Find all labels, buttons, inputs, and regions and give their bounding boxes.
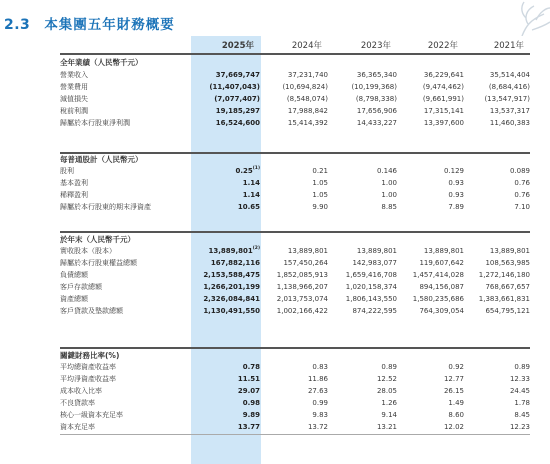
table-row <box>60 398 530 408</box>
cell-value-text: 1.05 <box>312 179 328 187</box>
table-row <box>60 118 530 128</box>
cell-value-text: 13,397,600 <box>423 119 464 127</box>
cell-value-text: (9,661,991) <box>422 95 464 103</box>
cell-value-2024 <box>248 118 328 128</box>
cell-value-text: 12.23 <box>509 423 530 431</box>
cell-value-text: (8,548,074) <box>286 95 328 103</box>
cell-value-text: 1,130,491,550 <box>203 307 260 315</box>
table-row <box>60 422 530 432</box>
cell-value-text: 13,889,801 <box>287 247 328 255</box>
cell-value-2024 <box>248 410 328 420</box>
cell-value-text: 894,156,087 <box>419 283 464 291</box>
cell-value-text: 1,806,143,550 <box>345 295 397 303</box>
cell-value-2021 <box>450 166 530 176</box>
cell-value-2021 <box>450 306 530 316</box>
cell-value-text: 1,272,146,180 <box>478 271 530 279</box>
row-label: 核心一級資本充足率 <box>60 411 123 419</box>
cell-value-2024 <box>248 374 328 384</box>
cell-value-2021 <box>450 118 530 128</box>
cell-value-text: 1,457,414,028 <box>412 271 464 279</box>
cell-value-2021 <box>450 374 530 384</box>
section-divider <box>60 152 530 154</box>
cell-value-text: 119,607,642 <box>419 259 464 267</box>
cell-value-text: 1,138,966,207 <box>276 283 328 291</box>
row-label: 股利 <box>60 167 74 175</box>
cell-value-text: 17,988,842 <box>287 107 328 115</box>
cell-value-text: 19,185,297 <box>215 107 260 115</box>
cell-value-text: 27.63 <box>307 387 328 395</box>
section-divider <box>60 231 530 233</box>
section-title-row <box>60 351 530 361</box>
section-title: 全年業績（人民幣千元） <box>60 58 143 67</box>
section-number: 2.3 <box>4 17 31 33</box>
cell-value-text: 0.89 <box>514 363 530 371</box>
cell-value-2024 <box>248 246 328 256</box>
row-label: 稀釋盈利 <box>60 191 88 199</box>
cell-value-text: 0.78 <box>242 363 260 371</box>
cell-value-2021 <box>450 202 530 212</box>
cell-value-text: 13.21 <box>376 423 397 431</box>
cell-value-text: 0.25 <box>235 167 253 175</box>
cell-value-text: 0.146 <box>376 167 397 175</box>
cell-value-text: 1,852,085,913 <box>276 271 328 279</box>
row-label: 減值損失 <box>60 95 88 103</box>
cell-value-text: 29.07 <box>237 387 260 395</box>
section-title: 本集團五年財務概要 <box>44 17 175 33</box>
cell-value-text: 13,889,801 <box>208 247 253 255</box>
cell-value-2021 <box>450 258 530 268</box>
row-label: 歸屬於本行股東權益總額 <box>60 259 137 267</box>
decorative-flower-icon <box>514 0 550 36</box>
row-label: 歸屬於本行股東淨利潤 <box>60 119 130 127</box>
cell-value-2024 <box>248 178 328 188</box>
cell-value-text: 2,013,753,074 <box>276 295 328 303</box>
table-row <box>60 82 530 92</box>
row-label: 資本充足率 <box>60 423 95 431</box>
cell-value-text: 15,414,392 <box>287 119 328 127</box>
row-label: 基本盈利 <box>60 179 88 187</box>
footnote-marker: (2) <box>252 246 260 251</box>
cell-value-text: 1,383,661,831 <box>478 295 530 303</box>
cell-value-2024 <box>248 386 328 396</box>
table-bottom-rule <box>60 434 530 435</box>
cell-value-2021 <box>450 178 530 188</box>
section-title: 於年末（人民幣千元） <box>60 235 135 244</box>
cell-value-text: 1,266,201,199 <box>203 283 260 291</box>
cell-value-2024 <box>248 422 328 432</box>
cell-value-text: 2,153,588,475 <box>203 271 260 279</box>
cell-value-2021 <box>450 94 530 104</box>
cell-value-text: 13.77 <box>237 423 260 431</box>
cell-value-2021 <box>450 190 530 200</box>
cell-value-text: (10,694,824) <box>282 83 328 91</box>
cell-value-text: (10,199,368) <box>351 83 397 91</box>
cell-value-2021 <box>450 82 530 92</box>
cell-value-text: 9.90 <box>312 203 328 211</box>
cell-value-2021 <box>450 294 530 304</box>
cell-value-text: 12.77 <box>443 375 464 383</box>
cell-value-text: 9.83 <box>312 411 328 419</box>
cell-value-text: 36,365,340 <box>356 71 397 79</box>
cell-value-text: 14,433,227 <box>356 119 397 127</box>
cell-value-text: 11.86 <box>307 375 328 383</box>
table-row <box>60 190 530 200</box>
cell-value-text: 36,229,641 <box>423 71 464 79</box>
cell-value-text: 8.85 <box>381 203 397 211</box>
cell-value-text: 0.76 <box>514 179 530 187</box>
row-label: 平均總資產收益率 <box>60 363 116 371</box>
cell-value-text: 1.00 <box>381 179 397 187</box>
section-title-row <box>60 58 530 68</box>
section-heading <box>4 13 175 33</box>
cell-value-text: 0.89 <box>381 363 397 371</box>
cell-value-2021 <box>450 422 530 432</box>
table-row <box>60 94 530 104</box>
table-row <box>60 294 530 304</box>
row-label: 不良貸款率 <box>60 399 95 407</box>
cell-value-text: 9.14 <box>381 411 397 419</box>
cell-value-2021 <box>450 246 530 256</box>
cell-value-text: 0.93 <box>448 191 464 199</box>
year-header-2021: 2021年 <box>493 41 524 51</box>
cell-value-2024 <box>248 106 328 116</box>
cell-value-text: 12.52 <box>376 375 397 383</box>
row-label: 實收股本（股本） <box>60 247 116 255</box>
cell-value-2024 <box>248 82 328 92</box>
cell-value-text: 0.98 <box>242 399 260 407</box>
cell-value-text: 7.89 <box>448 203 464 211</box>
cell-value-text: 768,667,657 <box>485 283 530 291</box>
cell-value-2024 <box>248 282 328 292</box>
section-title-row <box>60 155 530 165</box>
year-header-2025: 2025年 <box>221 41 254 51</box>
cell-value-text: 10.65 <box>237 203 260 211</box>
cell-value-2024 <box>248 94 328 104</box>
cell-value-2021 <box>450 70 530 80</box>
section-title: 關鍵財務比率(%) <box>60 351 120 360</box>
table-row <box>60 386 530 396</box>
cell-value-2021 <box>450 282 530 292</box>
cell-value-text: 0.93 <box>448 179 464 187</box>
cell-value-text: 13,537,317 <box>489 107 530 115</box>
cell-value-text: 17,656,906 <box>356 107 397 115</box>
cell-value-text: 7.10 <box>514 203 530 211</box>
table-row <box>60 270 530 280</box>
cell-value-text: 9.89 <box>242 411 260 419</box>
row-label: 營業費用 <box>60 83 88 91</box>
cell-value-text: 0.76 <box>514 191 530 199</box>
row-label: 營業收入 <box>60 71 88 79</box>
cell-value-text: 35,514,404 <box>489 71 530 79</box>
row-label: 負債總額 <box>60 271 88 279</box>
cell-value-text: 13,889,801 <box>489 247 530 255</box>
row-label: 客戶貸款及墊款總額 <box>60 307 123 315</box>
cell-value-2024 <box>248 362 328 372</box>
table-row <box>60 282 530 292</box>
cell-value-text: 1,580,235,686 <box>412 295 464 303</box>
table-row <box>60 306 530 316</box>
cell-value-2024 <box>248 294 328 304</box>
footnote-marker: (1) <box>252 166 260 171</box>
section-divider <box>60 53 530 55</box>
cell-value-text: 37,669,747 <box>215 71 260 79</box>
cell-value-text: 2,326,084,841 <box>203 295 260 303</box>
cell-value-text: 0.99 <box>312 399 328 407</box>
year-header-2023: 2023年 <box>360 41 391 51</box>
table-row <box>60 410 530 420</box>
cell-value-2021 <box>450 398 530 408</box>
cell-value-text: (8,798,338) <box>355 95 397 103</box>
cell-value-text: 0.21 <box>312 167 328 175</box>
cell-value-text: 17,315,141 <box>423 107 464 115</box>
cell-value-text: 13,889,801 <box>356 247 397 255</box>
cell-value-text: 1.00 <box>381 191 397 199</box>
cell-value-text: 12.02 <box>443 423 464 431</box>
cell-value-text: 11,460,383 <box>489 119 530 127</box>
cell-value-text: 167,882,116 <box>210 259 260 267</box>
cell-value-text: 13,889,801 <box>423 247 464 255</box>
cell-value-text: 28.05 <box>376 387 397 395</box>
cell-value-2024 <box>248 258 328 268</box>
cell-value-text: 8.45 <box>514 411 530 419</box>
cell-value-2021 <box>450 362 530 372</box>
cell-value-2021 <box>450 386 530 396</box>
section-divider <box>60 347 530 349</box>
cell-value-2024 <box>248 270 328 280</box>
cell-value-text: 24.45 <box>509 387 530 395</box>
cell-value-2024 <box>248 202 328 212</box>
cell-value-text: 0.83 <box>312 363 328 371</box>
cell-value-text: (8,684,416) <box>488 83 530 91</box>
cell-value-text: 874,222,595 <box>352 307 397 315</box>
cell-value-text: 1,020,158,374 <box>345 283 397 291</box>
cell-value-text: 142,983,077 <box>352 259 397 267</box>
cell-value-text: 13.72 <box>307 423 328 431</box>
cell-value-text: 1.49 <box>448 399 464 407</box>
cell-value-text: 1.14 <box>242 191 260 199</box>
cell-value-2021 <box>450 270 530 280</box>
row-label: 歸屬於本行股東的期末淨資產 <box>60 203 151 211</box>
cell-value-text: 1,659,416,708 <box>345 271 397 279</box>
year-header-2022: 2022年 <box>427 41 458 51</box>
cell-value-text: 108,563,985 <box>485 259 530 267</box>
cell-value-text: 1.14 <box>242 179 260 187</box>
cell-value-text: 1,002,166,422 <box>276 307 328 315</box>
cell-value-2024 <box>248 190 328 200</box>
cell-value-text: 1.05 <box>312 191 328 199</box>
cell-value-2024 <box>248 306 328 316</box>
cell-value-text: 764,309,054 <box>419 307 464 315</box>
cell-value-text: 26.15 <box>443 387 464 395</box>
table-row <box>60 70 530 80</box>
table-row <box>60 166 530 176</box>
cell-value-text: (7,077,407) <box>214 95 260 103</box>
row-label: 客戶存款總額 <box>60 283 102 291</box>
row-label: 成本收入比率 <box>60 387 102 395</box>
table-row <box>60 258 530 268</box>
table-row <box>60 178 530 188</box>
cell-value-text: 16,524,600 <box>215 119 260 127</box>
section-title: 每普通股計（人民幣元） <box>60 155 143 164</box>
cell-value-text: 37,231,740 <box>287 71 328 79</box>
row-label: 資產總額 <box>60 295 88 303</box>
cell-value-text: 654,795,121 <box>485 307 530 315</box>
cell-value-text: 11.51 <box>237 375 260 383</box>
table-row <box>60 106 530 116</box>
cell-value-2024 <box>248 166 328 176</box>
cell-value-text: 1.78 <box>514 399 530 407</box>
cell-value-2021 <box>450 106 530 116</box>
cell-value-text: 1.26 <box>381 399 397 407</box>
cell-value-text: (13,547,917) <box>484 95 530 103</box>
cell-value-2024 <box>248 70 328 80</box>
cell-value-text: 12.33 <box>509 375 530 383</box>
table-row <box>60 246 530 256</box>
section-title-row <box>60 235 530 245</box>
cell-value-text: (11,407,043) <box>209 83 260 91</box>
cell-value-2024 <box>248 398 328 408</box>
table-row <box>60 362 530 372</box>
row-label: 平均淨資產收益率 <box>60 375 116 383</box>
cell-value-text: (9,474,462) <box>422 83 464 91</box>
cell-value-text: 157,450,264 <box>283 259 328 267</box>
row-label: 稅前利潤 <box>60 107 88 115</box>
year-header-2024: 2024年 <box>291 41 322 51</box>
cell-value-text: 0.92 <box>448 363 464 371</box>
cell-value-text: 0.129 <box>443 167 464 175</box>
table-row <box>60 202 530 212</box>
cell-value-2021 <box>450 410 530 420</box>
cell-value-text: 0.089 <box>509 167 530 175</box>
cell-value-text: 8.60 <box>448 411 464 419</box>
table-row <box>60 374 530 384</box>
